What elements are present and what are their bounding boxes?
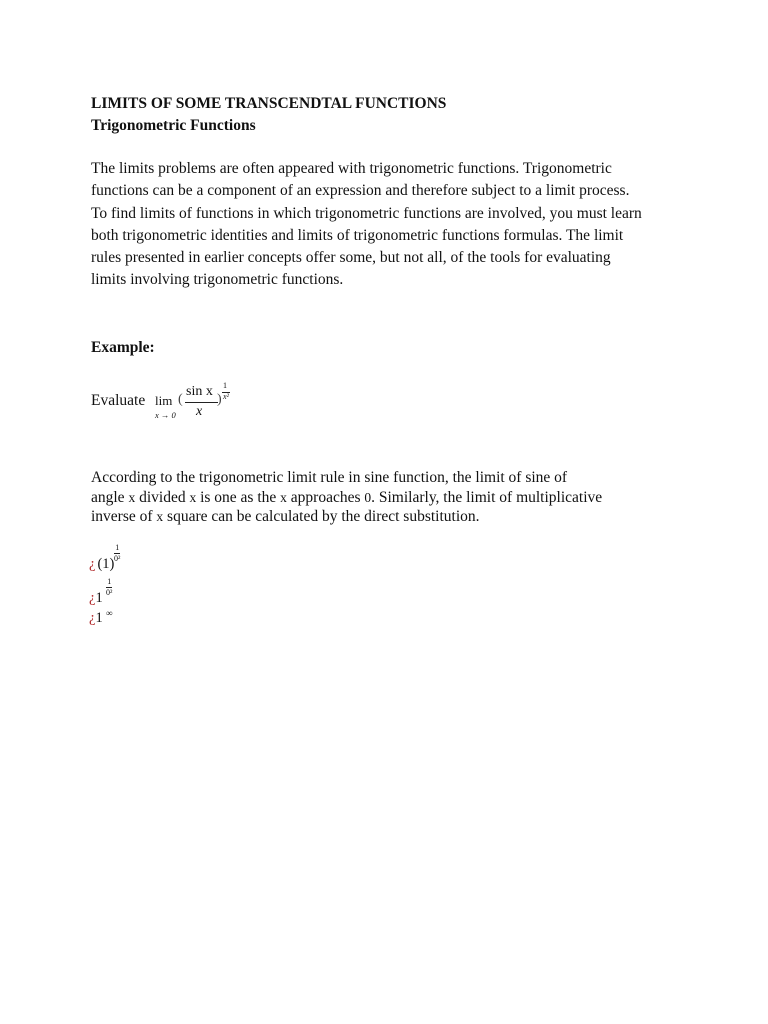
solution-step-3 <box>89 608 113 630</box>
variable-x: x <box>128 489 136 505</box>
intro-line: functions can be a component of an expression and therefore subject to a limit process. <box>91 182 630 200</box>
example-label: Example: <box>91 339 155 356</box>
variable-x: x <box>189 489 197 505</box>
lim-operator: lim <box>155 393 173 408</box>
section-subtitle: Trigonometric Functions <box>91 117 256 134</box>
text-run: angle <box>91 488 129 506</box>
intro-line: The limits problems are often appeared with trigonometric functions. Trigonometric <box>91 160 612 177</box>
intro-line: limits involving trigonometric functions. <box>91 271 344 289</box>
intro-line: rules presented in earlier concepts offer some, but not all, of the tools for evaluating <box>91 249 611 267</box>
fraction-bar <box>185 402 218 403</box>
intro-line: both trigonometric identities and limits of trigonometric functions formulas. The limit <box>91 226 624 244</box>
step-exponent <box>106 578 112 597</box>
intro-line: To find limits of functions in which trigonometric functions are involved, you must learn <box>91 204 642 222</box>
step-marker: ¿ <box>89 590 96 606</box>
exp-denominator: 0² <box>114 554 121 563</box>
step-base: (1) <box>97 556 115 572</box>
document-title: LIMITS OF SOME TRANSCENDTAL FUNCTIONS <box>91 95 447 112</box>
paren-close: ) <box>217 392 222 407</box>
exp-numerator: 1 <box>107 577 112 586</box>
explanation-line <box>91 507 691 527</box>
variable-x: x <box>280 489 287 505</box>
step-base: 1 <box>95 590 103 606</box>
exp-numerator: 1 <box>115 543 120 552</box>
explanation-line: According to the trigonometric limit rule in sine function, the limit of sine of <box>91 469 568 486</box>
text-run: . Similarly, the limit of multiplicative <box>371 488 603 506</box>
number-zero: 0 <box>364 489 372 505</box>
text-run: inverse of <box>91 508 157 525</box>
step-marker: ¿ <box>89 610 96 626</box>
step-base: 1 <box>95 610 103 626</box>
variable-x: x <box>156 509 164 524</box>
lim-var: x <box>155 410 159 420</box>
step-marker: ¿ <box>89 556 96 572</box>
text-run: approaches <box>286 488 365 506</box>
text-run: square can be calculated by the direct substitution. <box>163 508 480 525</box>
text-run: divided <box>135 488 190 506</box>
fraction-denominator: x <box>196 404 203 419</box>
exponent-numerator: 1 <box>223 381 227 390</box>
lim-subscript <box>155 410 176 420</box>
text-run: is one as the <box>196 488 281 506</box>
lim-to: 0 <box>171 410 176 420</box>
evaluate-word: Evaluate <box>91 392 146 409</box>
infinity-exponent: ∞ <box>106 608 113 618</box>
fraction-numerator: sin x <box>186 384 213 399</box>
lim-arrow: → <box>160 410 170 420</box>
explanation-line <box>91 488 691 508</box>
step-exponent <box>114 544 120 563</box>
explanation-paragraph <box>91 468 691 527</box>
solution-step-2 <box>89 577 113 610</box>
exp-denominator: 0² <box>106 588 113 597</box>
exponent-denominator: x² <box>223 392 229 401</box>
solution-step-1 <box>89 543 121 576</box>
intro-paragraph <box>91 158 691 292</box>
paren-open: ( <box>178 392 183 407</box>
